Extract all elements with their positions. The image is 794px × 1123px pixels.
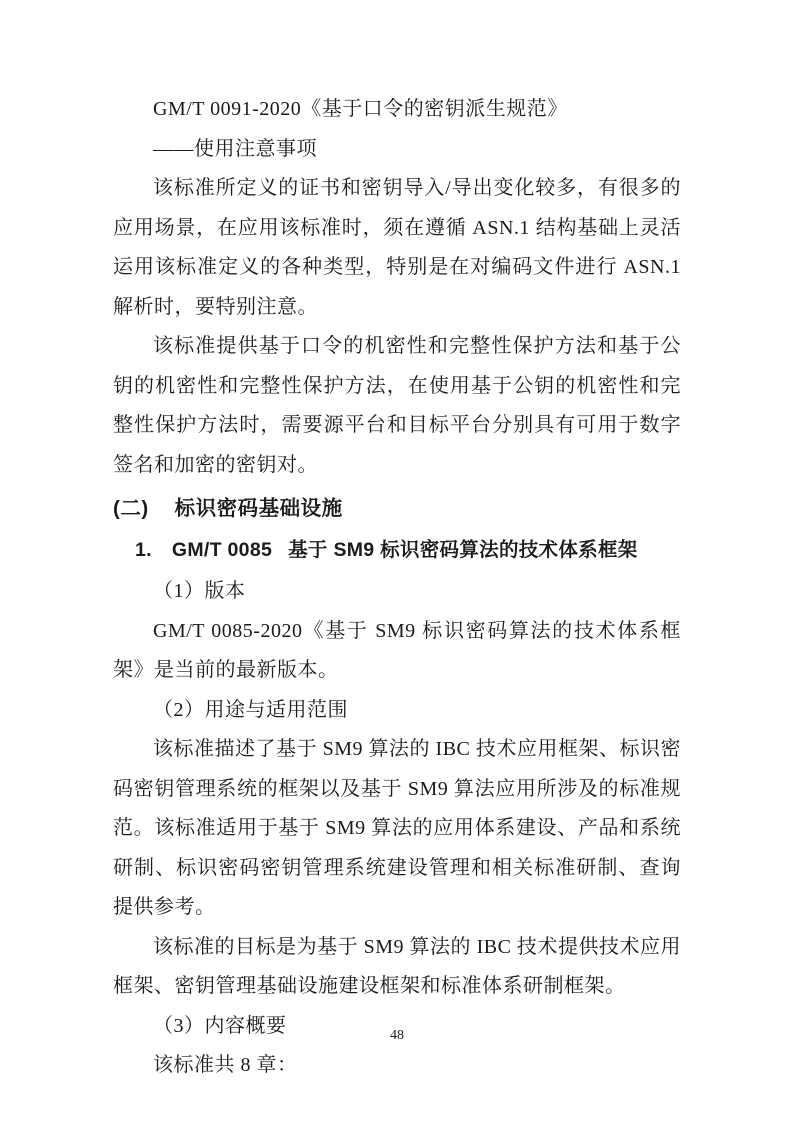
section-heading: [113, 489, 681, 529]
section-number: (二): [113, 497, 149, 520]
item-usage-label: （2）用途与适用范围: [153, 698, 348, 721]
item-version-paragraph: GM/T 0085-2020《基于 SM9 标识密码算法的技术体系框架》是当前的最新版本。: [113, 619, 681, 681]
usage-notes-subtitle: ——使用注意事项: [153, 137, 317, 160]
item-version-label: （1）版本: [153, 580, 246, 602]
subsection-title: 基于 SM9 标识密码算法的技术体系框架: [288, 538, 638, 561]
subsection-number: 1.: [135, 538, 152, 561]
page-number: 48: [390, 1028, 404, 1043]
item-summary-label: （3）内容概要: [153, 1014, 287, 1037]
intro-paragraph-1: 该标准所定义的证书和密钥导入/导出变化较多，有很多的应用场景，在应用该标准时，须在遵循 ASN.1 结构基础上灵活运用该标准定义的各种类型，特别是在对编码文件进行 ASN.1 解析时，要特别注意。: [113, 177, 681, 318]
subsection-standard-code: GM/T 0085: [171, 538, 273, 561]
subsection-heading: [135, 531, 681, 571]
section-title: 标识密码基础设施: [174, 497, 343, 520]
item-usage-paragraph-1: 该标准描述了基于 SM9 算法的 IBC 技术应用框架、标识密码密钥管理系统的框架以及基于 SM9 算法应用所涉及的标准规范。该标准适用于基于 SM9 算法的应用体系建设、产品和系统研制、标识密码密钥管理系统建设管理和相关标准研制、查询提供参考。: [113, 738, 681, 918]
standard-reference-line: GM/T 0091-2020《基于口令的密钥派生规范》: [153, 98, 568, 120]
item-summary-paragraph: 该标准共 8 章：: [153, 1054, 298, 1076]
intro-paragraph-2: 该标准提供基于口令的机密性和完整性保护方法和基于公钥的机密性和完整性保护方法，在使用基于公钥的机密性和完整性保护方法时，需要源平台和目标平台分别具有可用于数字签名和加密的密钥对。: [113, 335, 681, 476]
item-usage-paragraph-2: 该标准的目标是为基于 SM9 算法的 IBC 技术提供技术应用框架、密钥管理基础设施建设框架和标准体系研制框架。: [113, 935, 681, 997]
page-content: [113, 90, 681, 1086]
